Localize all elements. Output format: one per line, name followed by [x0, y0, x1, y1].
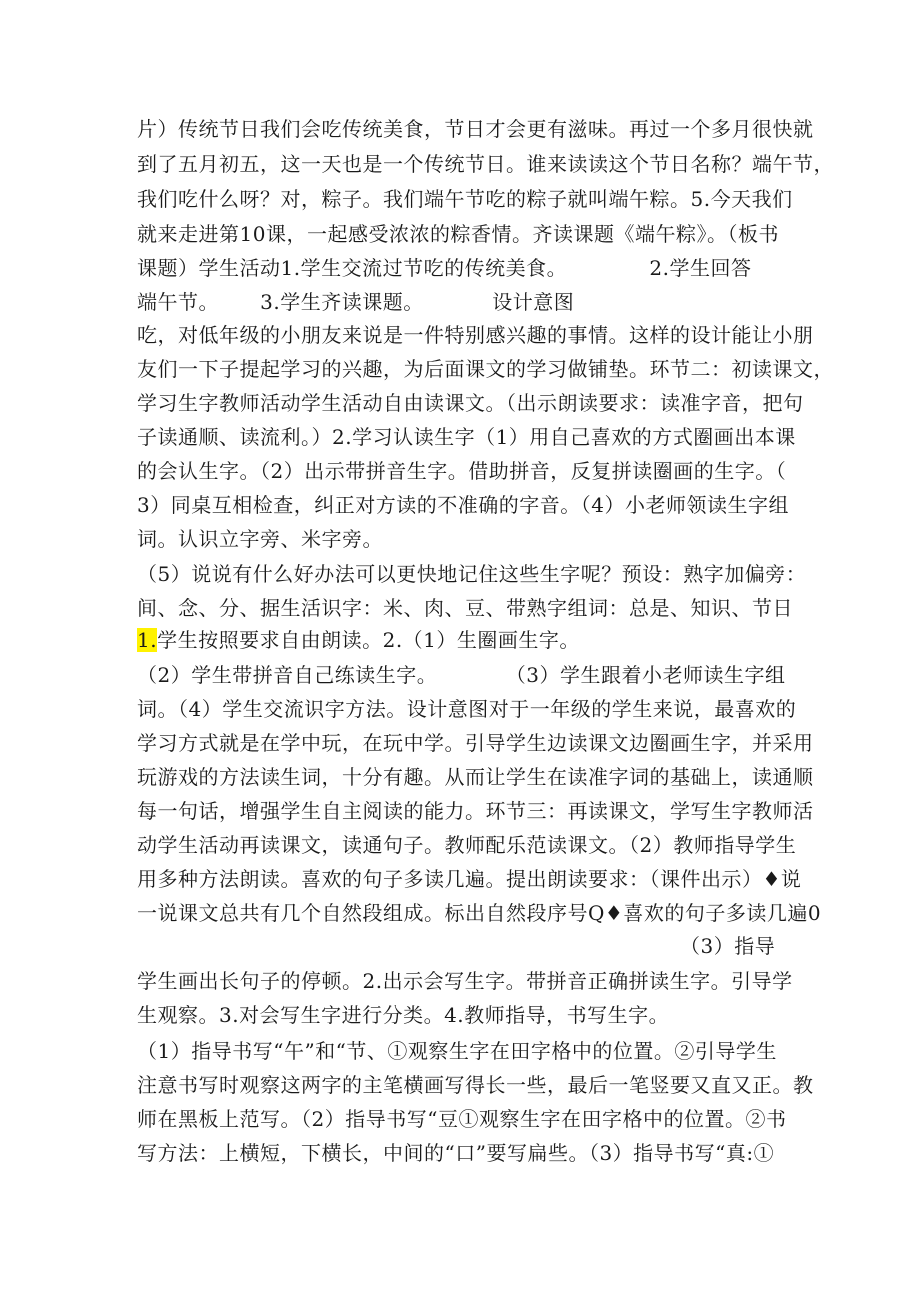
- text-line: 子读通顺、读流利。）2.学习认读生字（1）用自己喜欢的方式圈画出本课: [137, 425, 796, 449]
- text-line: 学生画出长句子的停顿。2.出示会写生字。带拼音正确拼读生字。引导学: [137, 969, 793, 993]
- text-line: 学习生字教师活动学生活动自由读课文。（出示朗读要求：读准字音，把句: [137, 391, 804, 415]
- text-line: 用多种方法朗读。喜欢的句子多读几遍。提出朗读要求：（课件出示）♦说: [137, 867, 802, 891]
- text-line: 课题）学生活动1.学生交流过节吃的传统美食。 2.学生回答: [137, 256, 752, 280]
- text-line: 生观察。3.对会写生字进行分类。4.教师指导，书写生字。: [137, 1003, 670, 1027]
- text-line: 每一句话，增强学生自主阅读的能力。环节三：再读课文，学写生字教师活: [137, 799, 814, 823]
- text-line: 注意书写时观察这两字的主笔横画写得长一些，最后一笔竖要又直又正。教: [137, 1073, 814, 1097]
- text-line-rest: 学生按照要求自由朗读。2.（1）生圈画生字。: [157, 628, 580, 652]
- text-line: 到了五月初五，这一天也是一个传统节日。谁来读读这个节日名称？端午节，: [137, 152, 834, 176]
- text-line: [137, 625, 580, 655]
- text-line: 的会认生字。（2）出示带拼音生字。借助拼音，反复拼读圈画的生字。（: [137, 459, 787, 483]
- text-line: 3）同桌互相检查，纠正对方读的不准确的字音。（4）小老师领读生字组: [137, 493, 789, 517]
- text-line: （2）学生带拼音自己练读生字。 （3）学生跟着小老师读生字组: [137, 663, 786, 687]
- text-line: （5）说说有什么好办法可以更快地记住这些生字呢？预设：熟字加偏旁：: [137, 562, 807, 586]
- text-line: 学习方式就是在学中玩，在玩中学。引导学生边读课文边圈画生字，并采用: [137, 731, 814, 755]
- highlight-mark: 1.: [137, 628, 158, 652]
- text-line: 词。（4）学生交流识字方法。设计意图对于一年级的学生来说，最喜欢的: [137, 697, 797, 721]
- text-line: 我们吃什么呀？对，粽子。我们端午节吃的粽子就叫端午粽。5.今天我们: [137, 187, 793, 211]
- text-line: 动学生活动再读课文，读通句子。教师配乐范读课文。（2）教师指导学生: [137, 833, 797, 857]
- text-line: 词。认识立字旁、米字旁。: [137, 527, 383, 551]
- text-line: 一说课文总共有几个自然段组成。标出自然段序号Q♦喜欢的句子多读几遍0: [137, 901, 822, 925]
- text-line: 玩游戏的方法读生词，十分有趣。从而让学生在读准字词的基础上，读通顺: [137, 765, 814, 789]
- text-line: （1）指导书写“午”和“节、①观察生字在田字格中的位置。②引导学生: [137, 1039, 777, 1063]
- text-line: 间、念、分、据生活识字：米、肉、豆、带熟字组词：总是、知识、节日: [137, 596, 793, 620]
- text-line: 吃，对低年级的小朋友来说是一件特别感兴趣的事情。这样的设计能让小朋: [137, 323, 814, 347]
- text-line: 就来走进第10课，一起感受浓浓的粽香情。齐读课题《端午粽》。（板书: [137, 222, 779, 246]
- text-line: 师在黑板上范写。（2）指导书写“豆①观察生字在田字格中的位置。②书: [137, 1107, 787, 1131]
- text-line: 片）传统节日我们会吃传统美食，节日才会更有滋味。再过一个多月很快就: [137, 117, 814, 141]
- text-line: 写方法：上横短，下横长，中间的“口”要写扁些。（3）指导书写“真:①: [137, 1141, 775, 1165]
- text-line: 友们一下子提起学习的兴趣，为后面课文的学习做铺垫。环节二：初读课文，: [137, 357, 834, 381]
- text-line: （3）指导: [680, 934, 776, 958]
- text-line: 端午节。 3.学生齐读课题。 设计意图: [137, 290, 575, 314]
